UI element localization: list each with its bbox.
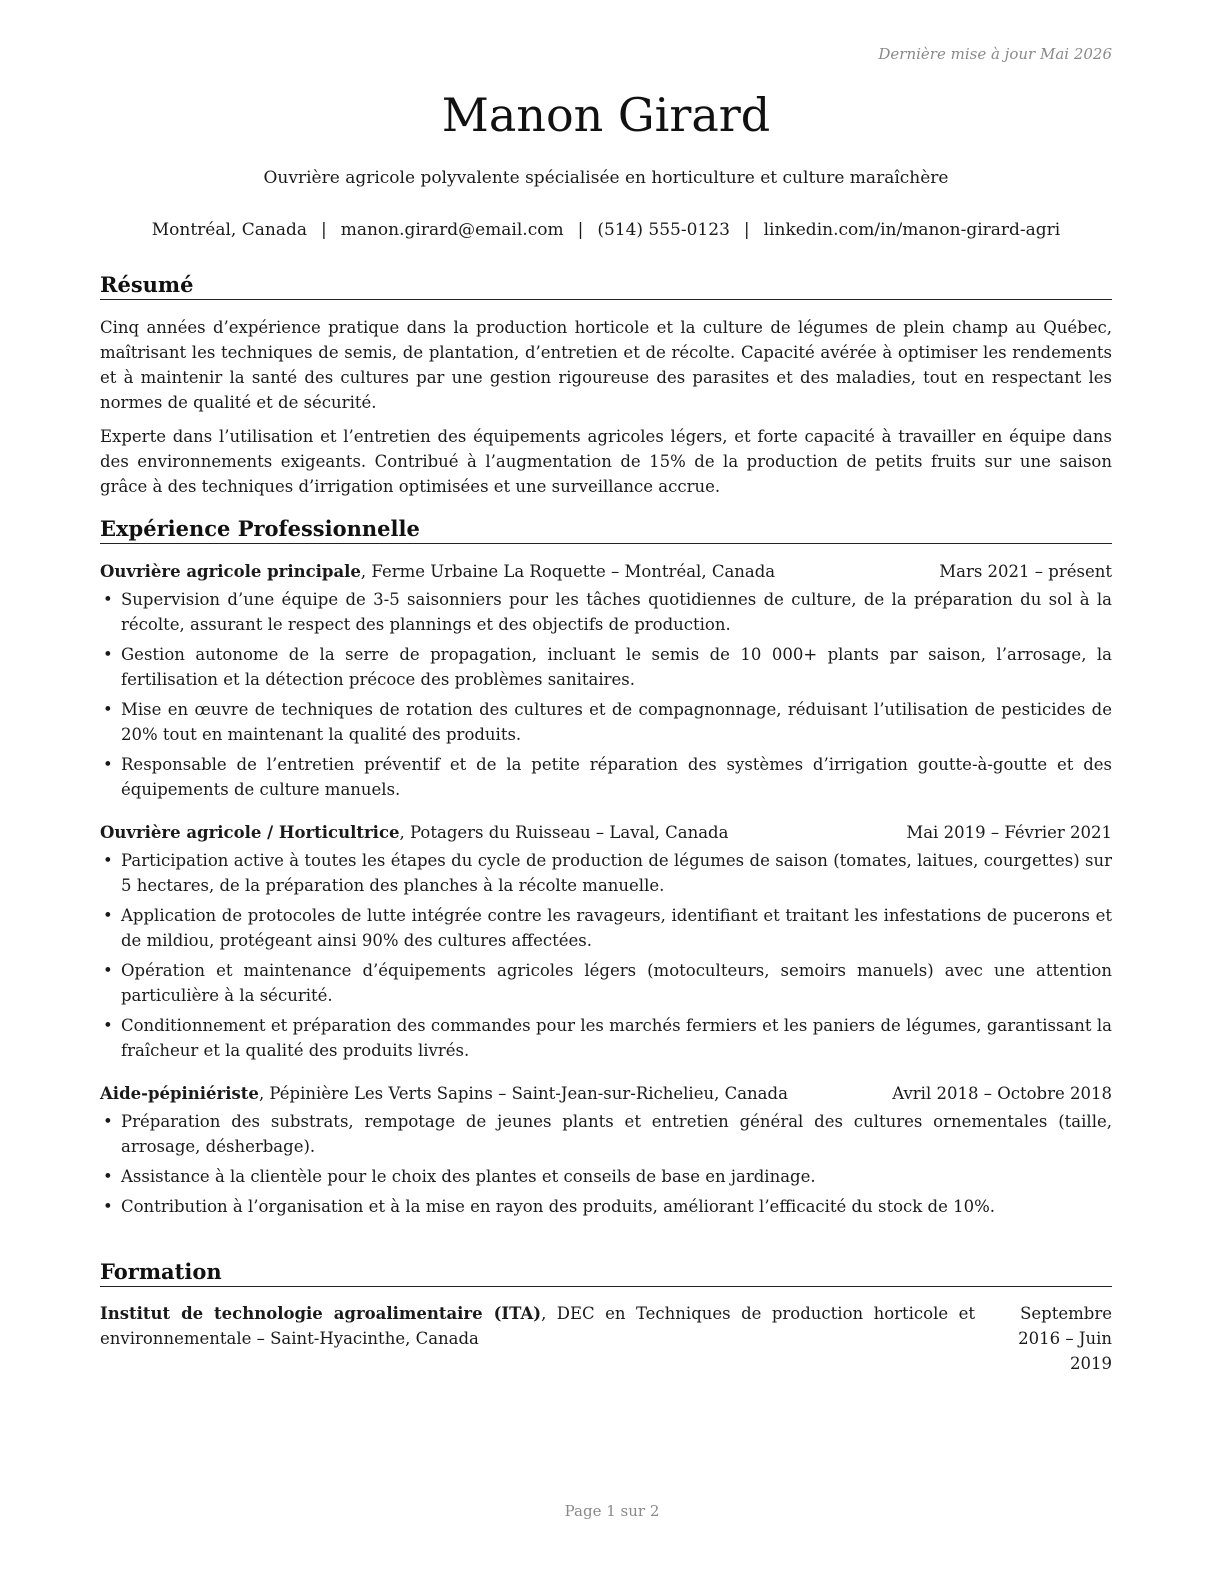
contact-phone: (514) 555-0123 <box>597 220 730 240</box>
job-entry <box>100 559 1112 802</box>
job-bullets <box>100 587 1112 802</box>
contact-line <box>90 220 1122 240</box>
job-dates: Mai 2019 – Février 2021 <box>906 823 1112 842</box>
list-item: • Participation active à toutes les étapes du cycle de production de légumes de saison (tomates, laitues, courgettes) sur 5 hectares, de la préparation des planches à la récolte manuelle. <box>100 848 1112 898</box>
summary-paragraph: Cinq années d’expérience pratique dans la production horticole et la culture de légumes de plein champ au Québec, maîtrisant les techniques de semis, de plantation, d’entretien et de récolte. Capacité avérée à optimiser les rendements et à maintenir la santé des cultures par une gestion rigoureuse des parasites et des maladies, tout en respectant les normes de qualité et de sécurité. <box>100 318 1112 412</box>
job-role: Ouvrière agricole principale <box>100 562 361 581</box>
job-bullets <box>100 1109 1112 1219</box>
page-number: Page 1 sur 2 <box>564 1502 660 1520</box>
list-item: • Mise en œuvre de techniques de rotation des cultures et de compagnonnage, réduisant l’utilisation de pesticides de 20% tout en maintenant la qualité des produits. <box>100 697 1112 747</box>
section-title-experience: Expérience Professionnelle <box>100 516 1112 544</box>
contact-linkedin[interactable]: linkedin.com/in/manon-girard-agri <box>763 220 1061 240</box>
job-dates: Mars 2021 – présent <box>939 562 1112 581</box>
job-role: Ouvrière agricole / Horticultrice <box>100 823 400 842</box>
summary-section <box>100 272 1112 499</box>
contact-separator: | <box>743 220 750 240</box>
experience-section <box>100 516 1112 1224</box>
contact-location: Montréal, Canada <box>151 220 307 240</box>
education-details: , DEC en Techniques de production horticole et environnementale – Saint-Hyacinthe, Canada <box>100 1304 975 1348</box>
job-bullets <box>100 848 1112 1063</box>
list-item: • Préparation des substrats, rempotage de jeunes plants et entretien général des cultures ornementales (taille, arrosage, désherbage). <box>100 1109 1112 1159</box>
contact-separator: | <box>577 220 584 240</box>
candidate-name: Manon Girard <box>441 88 771 142</box>
resume-page <box>100 0 1112 1584</box>
education-dates: Septembre 2016 – Juin 2019 <box>1018 1304 1112 1373</box>
contact-email[interactable]: manon.girard@email.com <box>340 220 564 240</box>
job-header <box>100 820 1112 845</box>
summary-paragraph: Experte dans l’utilisation et l’entretien des équipements agricoles légers, et forte capacité à travailler en équipe dans des environnements exigeants. Contribué à l’augmentation de 15% de la production de petits fruits sur une saison grâce à des techniques d’irrigation optimisées et une surveillance accrue. <box>100 427 1112 496</box>
education-entry <box>100 1301 1112 1376</box>
list-item: • Conditionnement et préparation des commandes pour les marchés fermiers et les paniers de légumes, garantissant la fraîcheur et la qualité des produits livrés. <box>100 1013 1112 1063</box>
section-title-summary: Résumé <box>100 272 1112 300</box>
education-section <box>100 1259 1112 1376</box>
job-header <box>100 559 1112 584</box>
job-organization: , Ferme Urbaine La Roquette – Montréal, Canada <box>360 562 776 581</box>
list-item: • Gestion autonome de la serre de propagation, incluant le semis de 10 000+ plants par saison, l’arrosage, la fertilisation et la détection précoce des problèmes sanitaires. <box>100 642 1112 692</box>
list-item: • Opération et maintenance d’équipements agricoles légers (motoculteurs, semoirs manuels) avec une attention particulière à la sécurité. <box>100 958 1112 1008</box>
job-organization: , Pépinière Les Verts Sapins – Saint-Jean-sur-Richelieu, Canada <box>258 1084 788 1103</box>
list-item: • Application de protocoles de lutte intégrée contre les ravageurs, identifiant et traitant les infestations de pucerons et de mildiou, protégeant ainsi 90% des cultures affectées. <box>100 903 1112 953</box>
list-item: • Supervision d’une équipe de 3-5 saisonniers pour les tâches quotidiennes de culture, de la préparation du sol à la récolte, assurant le respect des plannings et des objectifs de production. <box>100 587 1112 637</box>
list-item: • Contribution à l’organisation et à la mise en rayon des produits, améliorant l’efficacité du stock de 10%. <box>100 1194 1112 1219</box>
job-organization: , Potagers du Ruisseau – Laval, Canada <box>399 823 729 842</box>
section-title-education: Formation <box>100 1259 1112 1287</box>
list-item: • Responsable de l’entretien préventif et de la petite réparation des systèmes d’irrigation goutte-à-goutte et des équipements de culture manuels. <box>100 752 1112 802</box>
job-entry <box>100 820 1112 1063</box>
list-item: • Assistance à la clientèle pour le choix des plantes et conseils de base en jardinage. <box>100 1164 1112 1189</box>
job-role: Aide-pépiniériste <box>100 1084 259 1103</box>
last-updated: Dernière mise à jour Mai 2026 <box>878 45 1112 63</box>
education-school: Institut de technologie agroalimentaire (ITA) <box>100 1304 542 1323</box>
contact-separator: | <box>320 220 327 240</box>
job-header <box>100 1081 1112 1106</box>
tagline: Ouvrière agricole polyvalente spécialisée en horticulture et culture maraîchère <box>263 168 949 188</box>
job-dates: Avril 2018 – Octobre 2018 <box>892 1084 1112 1103</box>
job-entry <box>100 1081 1112 1219</box>
